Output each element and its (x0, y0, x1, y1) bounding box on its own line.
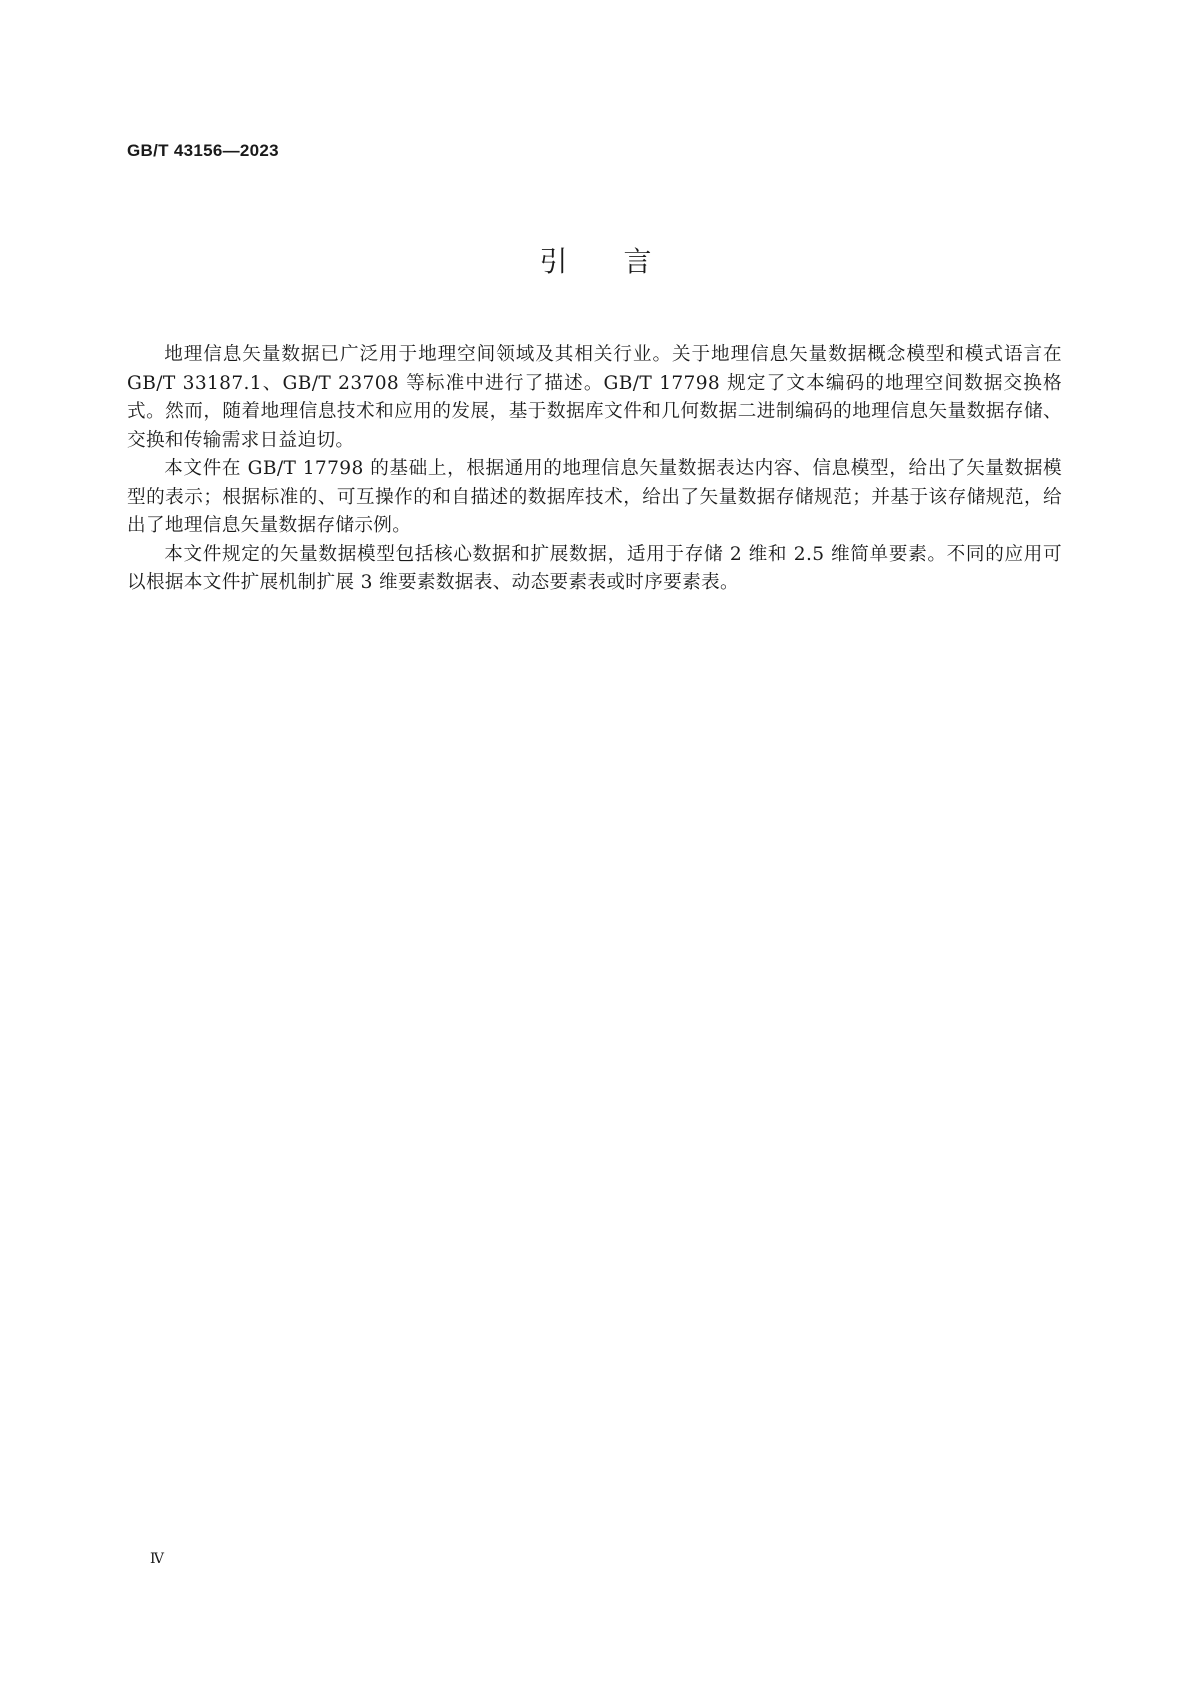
page-title-char-1: 引 (539, 245, 568, 278)
page-number: Ⅳ (150, 1551, 164, 1567)
paragraph: 本文件在 GB/T 17798 的基础上，根据通用的地理信息矢量数据表达内容、信息模型，给出了矢量数据模型的表示；根据标准的、可互操作的和自描述的数据库技术，给出了矢量数据存储规范；并基于该存储规范，给出了地理信息矢量数据存储示例。 (127, 458, 1062, 536)
paragraph: 地理信息矢量数据已广泛用于地理空间领域及其相关行业。关于地理信息矢量数据概念模型和模式语言在 GB/T 33187.1、GB/T 23708 等标准中进行了描述。GB/T 17798 规定了文本编码的地理空间数据交换格式。然而，随着地理信息技术和应用的发展，基于数据库文件和几何数据二进制编码的地理信息矢量数据存储、交换和传输需求日益迫切。 (127, 344, 1062, 451)
introduction-body (127, 341, 1062, 598)
page-title (0, 243, 1191, 281)
page-title-char-2: 言 (623, 245, 652, 278)
document-code: GB/T 43156—2023 (127, 141, 279, 160)
paragraph: 本文件规定的矢量数据模型包括核心数据和扩展数据，适用于存储 2 维和 2.5 维简单要素。不同的应用可以根据本文件扩展机制扩展 3 维要素数据表、动态要素表或时序要素表。 (127, 543, 1062, 593)
